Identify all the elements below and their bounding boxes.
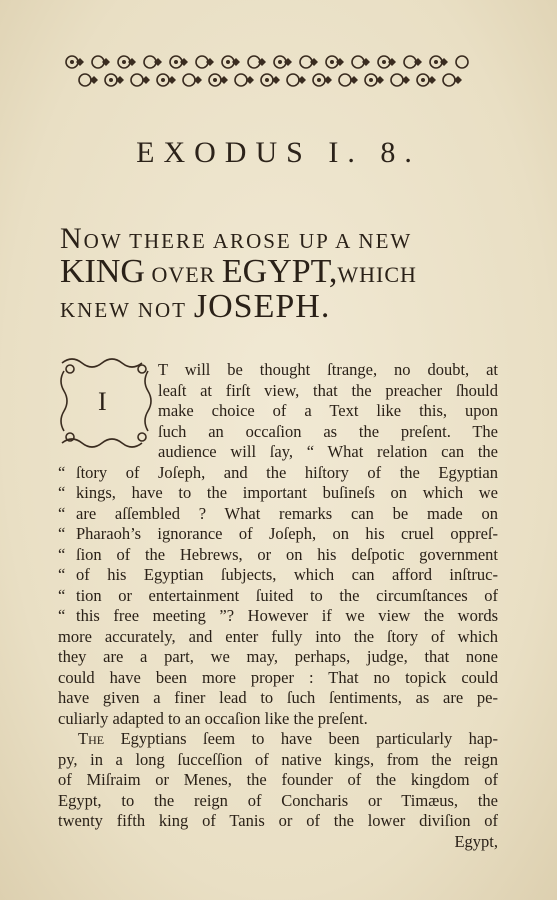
title-line-3 [60, 288, 500, 326]
quoted-line [58, 463, 498, 484]
quoted-line [58, 483, 498, 504]
body-line: more accurately, and enter fully into the ſtory of which [58, 626, 498, 646]
quoted-line [58, 545, 498, 566]
quoted-line [58, 504, 498, 525]
body-line: culiarly adapted to an occaſion like the preſent. [58, 708, 368, 728]
quote-mark: “ [58, 565, 66, 584]
body-line: could have been more proper : That no topick could [58, 667, 498, 687]
title-egypt: EGYPT, [221, 253, 338, 290]
body-line: kings, have to the important buſineſs on which we [76, 483, 498, 502]
body-line: make choice of a Text like this, upon [158, 401, 498, 420]
quote-mark: “ [58, 503, 66, 523]
body-line: tion or entertainment ſuited to the circumſtances of [76, 585, 498, 605]
title-line-2 [60, 253, 500, 291]
quote-mark: “ [58, 606, 66, 625]
body-line: ſuch an occaſion as the preſent. The [158, 421, 498, 441]
title-line-1 [60, 222, 500, 256]
body-line: Pharaoh’s ignorance of Joſeph, on his cruel oppreſ- [76, 524, 498, 543]
quote-mark: “ [58, 585, 66, 605]
body-line: T will be thought ſtrange, no doubt, at [158, 360, 498, 379]
fleuron-ornament-band [58, 48, 478, 96]
quoted-line [58, 586, 498, 607]
body-line: this free meeting ”? However if we view the words [76, 606, 498, 625]
catchword: Egypt, [454, 831, 498, 851]
body-line: Egyptians ſeem to have been particularly hap- [120, 729, 498, 748]
drop-cap-letter: I [98, 387, 107, 416]
body-line: py, in a long ſucceſſion of native kings, from the reign [58, 749, 498, 769]
body-line: they are a part, we may, perhaps, judge, that none [58, 647, 498, 666]
title-joseph: JOSEPH. [193, 288, 331, 325]
quote-mark: “ [58, 544, 66, 564]
body-line: of Miſraim or Menes, the founder of the kingdom of [58, 770, 498, 789]
quoted-line [58, 606, 498, 627]
body-line: have given a finer lead to ſuch ſentiments, as are pe- [58, 688, 498, 707]
body-line: ſion of the Hebrews, or on his deſpotic government [76, 544, 498, 564]
body-line: are aſſembled ? What remarks can be made on [76, 503, 498, 523]
title-initial: N [60, 222, 84, 255]
quote-mark: “ [58, 524, 66, 543]
scripture-heading: EXODUS I. 8. [136, 136, 421, 169]
body-line: Egypt, to the reign of Concharis or Timæus, the [58, 790, 498, 810]
title-line-1-rest: OW THERE AROSE UP A NEW [83, 229, 413, 253]
title-knew-not: KNEW NOT [60, 298, 194, 322]
paragraph-2-lead: The [78, 729, 105, 748]
sermon-body [58, 360, 498, 852]
quoted-line [58, 565, 498, 586]
title-king: KING [60, 253, 145, 290]
body-line: of his Egyptian ſubjects, which can afford inſtruc- [76, 565, 498, 584]
quote-mark: “ [58, 462, 66, 482]
body-line: ſtory of Joſeph, and the hiſtory of the Egyptian [76, 462, 498, 482]
body-line: twenty fifth king of Tanis or of the lower diviſion of [58, 811, 498, 830]
body-line: leaſt at firſt view, that the preacher ſhould [158, 380, 498, 400]
quoted-line [58, 524, 498, 545]
title-which: WHICH [337, 262, 417, 287]
title-over: OVER [144, 262, 222, 287]
paragraph-2-first-line [58, 729, 498, 750]
body-line: audience will ſay, “ What relation can the [158, 442, 498, 461]
quote-mark: “ [58, 483, 66, 502]
